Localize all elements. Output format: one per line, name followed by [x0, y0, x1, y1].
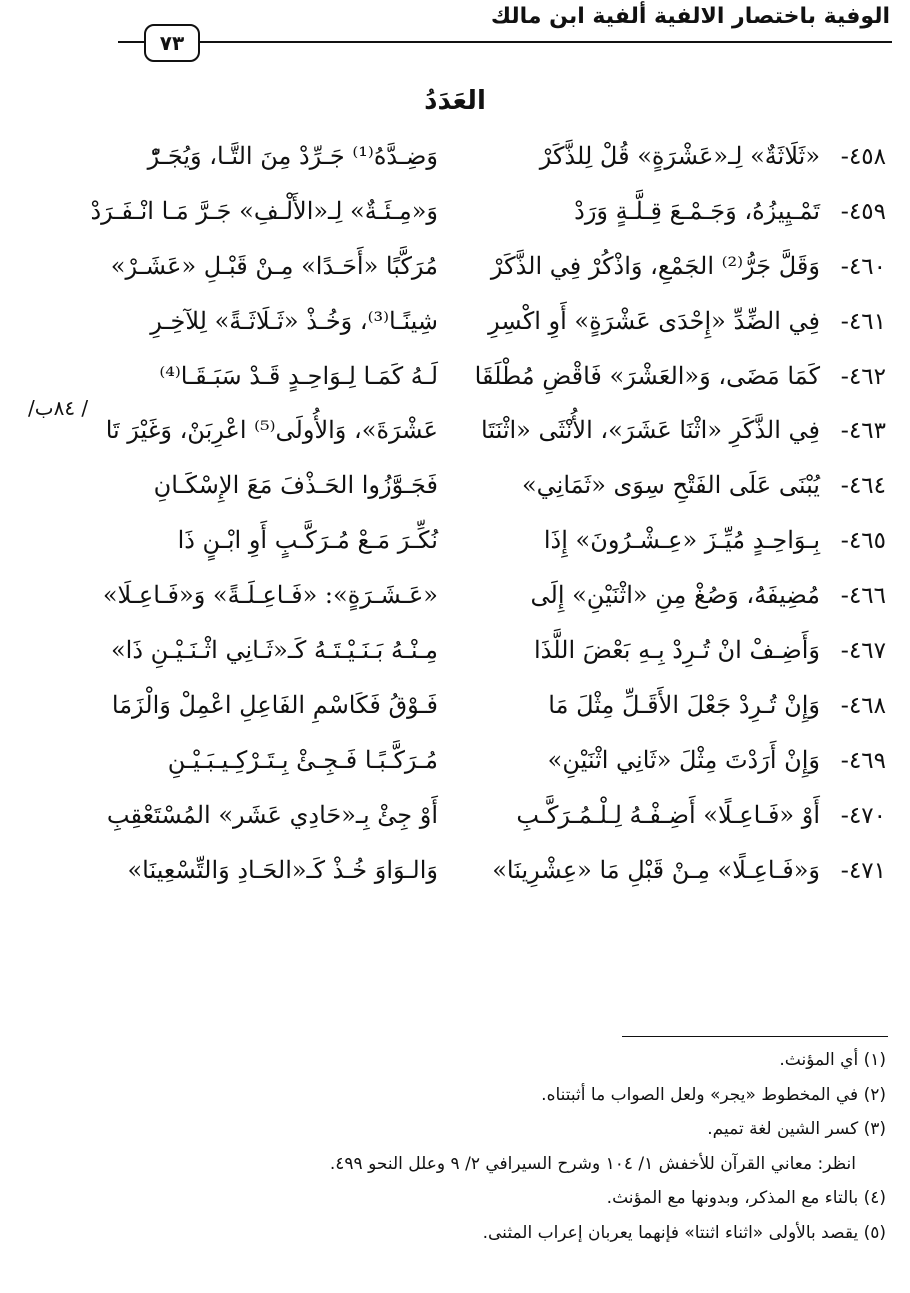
- verse-469: [0, 742, 910, 797]
- verse-number: ٤٦٨-: [840, 692, 886, 719]
- verse-459: [0, 193, 910, 248]
- verse-467: [0, 632, 910, 687]
- verse-first-hemistich: يُبْنَى عَلَى الفَتْحِ سِوَى «ثَمَانِي»: [521, 471, 820, 500]
- verse-470: [0, 797, 910, 852]
- verse-first-hemistich: وَقَلَّ جَرُّ⁽²⁾ الجَمْعِ، وَاذْكُرْ فِي الذَّكَرْ: [490, 251, 820, 280]
- footnote-5: (٥) يقصد بالأولى «اثناء اثنتا» فإنهما يعربان إعراب المثنى.: [482, 1222, 886, 1243]
- verse-second-hemistich: شِينًـا⁽³⁾، وَخُـذْ «ثَـلَاثَـةً» لِلآخِـرِ: [150, 306, 438, 335]
- section-title: العَدَدُ: [424, 86, 486, 116]
- verse-first-hemistich: تَمْـيِيزُهُ، وَجَـمْـعَ قِـلَّـةٍ وَرَدْ: [574, 196, 820, 225]
- verse-first-hemistich: مُضِيفَهُ، وَصُغْ مِنِ «اثْنَيْنِ» إِلَى: [530, 581, 820, 610]
- verse-number: ٤٥٩-: [840, 198, 886, 225]
- verse-number: ٤٦٢-: [840, 363, 886, 390]
- verse-number: ٤٦٥-: [840, 528, 886, 555]
- verse-466: [0, 577, 910, 632]
- verse-first-hemistich: أَوْ «فَـاعِـلًا» أَضِـفْـهُ لِـلْـمُـرَكَّـبِ: [516, 800, 820, 829]
- verse-second-hemistich: مِـنْـهُ بَـنَـيْـتَـهُ كَـ«ثَـانِي اثْـنَـيْـنِ ذَا»: [110, 636, 438, 665]
- manuscript-folio-marker: / ٨٤ب/: [28, 396, 89, 420]
- verse-first-hemistich: فِي الذَّكَرِ «اثْنَا عَشَرَ»، الأُنْثَى «اثْنَتَا: [481, 416, 820, 445]
- verse-second-hemistich: مُرَكَّبًا «أَحَـدًا» مِـنْ قَبْـلِ «عَشَـرْ»: [110, 251, 438, 280]
- verse-second-hemistich: وَ«مِـئَـةٌ» لِـ«الأَلْـفِ» جَـرَّ مَـا انْـفَـرَدْ: [90, 196, 438, 225]
- verse-first-hemistich: بِـوَاحِـدٍ مُيِّـزَ «عِـشْـرُونَ» إِذَا: [543, 526, 820, 555]
- header-rule-left: [118, 41, 144, 43]
- verse-second-hemistich: فَـوْقُ فَكَاسْمِ الفَاعِلِ اعْمِلْ وَالْزَمَا: [111, 690, 438, 719]
- verse-number: ٤٦٠-: [840, 253, 886, 280]
- verse-second-hemistich: وَالـوَاوَ خُـذْ كَـ«الحَـادِ وَالتِّسْعِينَا»: [127, 855, 438, 884]
- verse-second-hemistich: وَضِـدَّهُ⁽¹⁾ جَـرِّدْ مِنَ التَّـا، وَيُجَـرّْ: [147, 142, 438, 170]
- verse-second-hemistich: أَوْ جِئْ بِـ«حَادِي عَشَر» المُسْتَعْقِبِ: [106, 800, 438, 829]
- verse-second-hemistich: لَـهُ كَمَـا لِـوَاحِـدٍ قَـدْ سَبَـقَـا⁽⁴⁾: [159, 361, 438, 390]
- verse-number: ٤٧١-: [840, 857, 886, 884]
- verse-462: [0, 358, 910, 413]
- verse-number: ٤٦٤-: [840, 473, 886, 500]
- verse-471: [0, 852, 910, 907]
- verse-number: ٤٦٦-: [840, 583, 886, 610]
- verse-number: ٤٦٣-: [840, 418, 886, 445]
- verse-first-hemistich: فِي الضِّدِّ «إِحْدَى عَشْرَةٍ» أَوِ اكْسِرِ: [488, 306, 820, 335]
- verse-461: [0, 303, 910, 358]
- verse-464: [0, 467, 910, 522]
- verse-second-hemistich: فَجَـوَّزُوا الحَـذْفَ مَعَ الإِسْكَـانِ: [153, 471, 438, 500]
- footnote-3-continuation: انظر: معاني القرآن للأخفش ١/ ١٠٤ وشرح السيرافي ٢/ ٩ وعلل النحو ٤٩٩.: [329, 1153, 856, 1174]
- verse-first-hemistich: وَأَضِـفْ انْ تُـرِدْ بِـهِ بَعْضَ اللَّذَا: [533, 636, 820, 665]
- verse-460: [0, 248, 910, 303]
- verse-second-hemistich: عَشْرَةَ»، وَالأُولَى⁽⁵⁾ اعْرِبَنْ، وَغَيْرَ تَا: [105, 416, 438, 445]
- footnote-2: (٢) في المخطوط «يجر» ولعل الصواب ما أثبتناه.: [541, 1084, 886, 1105]
- footnote-separator: [622, 1036, 888, 1037]
- verse-first-hemistich: «ثَلَاثَةٌ» لِـ«عَشْرَةٍ» قُلْ لِلذَّكَرْ: [539, 142, 820, 170]
- verse-number: ٤٥٨-: [840, 144, 886, 170]
- verse-second-hemistich: «عَـشَـرَةٍ»: «فَـاعِـلَـةً» وَ«فَـاعِـلَا»: [102, 581, 438, 610]
- verse-first-hemistich: وَ«فَـاعِـلًا» مِـنْ قَبْلِ مَا «عِشْرِينَا»: [492, 855, 820, 884]
- verse-465: [0, 522, 910, 577]
- verse-second-hemistich: نُكِّـرَ مَـعْ مُـرَكَّـبٍ أَوِ ابْـنٍ ذَا: [177, 526, 438, 555]
- verse-second-hemistich: مُـرَكَّـبًـا فَـجِـئْ بِـتَـرْكِـيـبَـيْـنِ: [167, 745, 438, 774]
- verse-463: [0, 412, 910, 467]
- running-header-title: الوفية باختصار الالفية ألفية ابن مالك: [490, 4, 890, 29]
- verse-458: [0, 138, 910, 193]
- footnote-4: (٤) بالتاء مع المذكر، وبدونها مع المؤنث.: [606, 1188, 886, 1208]
- header-rule: [132, 41, 892, 43]
- verse-list: [0, 138, 910, 906]
- verse-first-hemistich: كَمَا مَضَى، وَ«العَشْرَ» فَاقْضِ مُطْلَقَا: [474, 361, 820, 390]
- footnote-3: (٣) كسر الشين لغة تميم.: [707, 1119, 886, 1139]
- verse-first-hemistich: وَإِنْ أَرَدْتَ مِثْلَ «ثَانِي اثْنَيْنِ»: [547, 745, 820, 774]
- verse-number: ٤٧٠-: [840, 802, 886, 829]
- footnotes: [26, 1050, 886, 1257]
- footnote-1: (١) أي المؤنث.: [779, 1050, 886, 1070]
- verse-number: ٤٦٧-: [840, 638, 886, 665]
- page-number: ٧٣: [144, 24, 200, 62]
- verse-468: [0, 687, 910, 742]
- verse-number: ٤٦١-: [840, 308, 886, 335]
- verse-first-hemistich: وَإِنْ تُـرِدْ جَعْلَ الأَقَـلِّ مِثْلَ مَا: [548, 690, 820, 719]
- verse-number: ٤٦٩-: [840, 747, 886, 774]
